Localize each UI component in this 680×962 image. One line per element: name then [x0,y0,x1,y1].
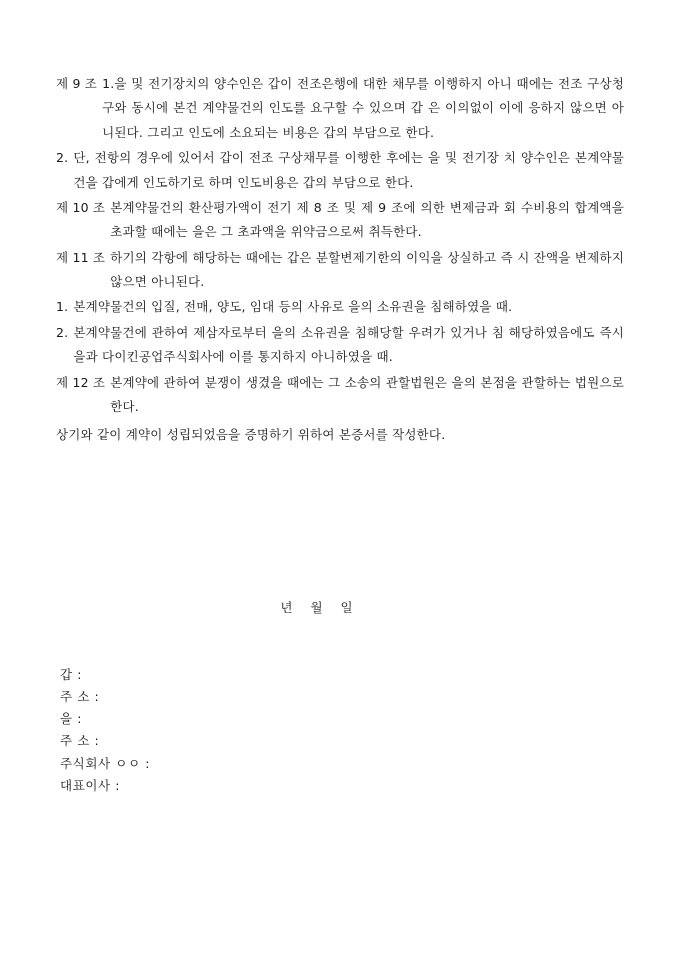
clause-item [56,72,624,145]
clause-text: 본계약물건에 관하여 제삼자로부터 을의 소유권을 침해당할 우려가 있거나 침 해당하였음에도 즉시 을과 다이킨공업주식회사에 이를 통지하지 아니하였을 때. [73,324,624,365]
clause-marker: 제 10 조 [56,199,106,215]
clause-text: 단, 전항의 경우에 있어서 갑이 전조 구상채무를 이행한 후에는 을 및 전기장 치 양수인은 본계약물건을 갑에게 인도하기로 하며 인도비용은 갑의 부담으로 한다. [73,150,624,190]
signature-row-company: 주식회사 ㅇㅇ : [60,755,151,771]
clause-marker: 1. [56,299,69,315]
signature-row-gap-address: 주 소 : [60,688,100,704]
clause-item [56,246,624,295]
clause-marker: 제 12 조 [56,374,106,390]
signature-row-eul: 을 : [60,711,83,727]
clause-text: 본계약물건의 환산평가액이 전기 제 8 조 및 제 9 조에 의한 변제금과 회 수비용의 합계액을 초과할 때에는 을은 그 초과액을 위약금으로써 취득한다. [110,199,624,240]
signature-row-gap: 갑 : [60,666,83,682]
date-line: 년 월 일 [280,599,360,615]
clause-text: 1.을 및 전기장치의 양수인은 갑이 전조은행에 대한 채무를 이행하지 아니 때에는 전조 구상청구와 동시에 본건 계약물건의 인도를 요구할 수 있으며 갑 은 이의없이 이에 응하지 않으면 아니된다. 그리고 인도에 소요되는 비용은 갑의 부담으로 한다. [102,76,624,140]
clause-text: 본계약물건의 입질, 전매, 양도, 임대 등의 사유로 을의 소유권을 침해하였을 때. [73,299,513,315]
signature-block [56,664,624,798]
clause-marker: 2. [56,150,69,166]
clause-list [56,72,624,419]
clause-marker: 2. [56,324,69,340]
clause-text: 하기의 각항에 해당하는 때에는 갑은 분할변제기한의 이익을 상실하고 즉 시 잔액을 변제하지 않으면 아니된다. [110,249,624,289]
clause-item [56,196,624,245]
clause-item [56,146,624,195]
clause-item [56,371,624,420]
clause-item [56,321,624,370]
closing-statement: 상기와 같이 계약이 성립되었음을 증명하기 위하여 본증서를 작성한다. [56,427,446,443]
signature-row-eul-address: 주 소 : [60,733,100,749]
clause-marker: 제 9 조 [56,76,98,91]
clause-text: 본계약에 관하여 분쟁이 생겼을 때에는 그 소송의 관할법원은 을의 본점을 관할하는 법원으로 한다. [110,374,624,414]
clause-item [56,295,624,319]
signature-row-ceo: 대표이사 : [60,777,121,793]
clause-marker: 제 11 조 [56,249,106,265]
